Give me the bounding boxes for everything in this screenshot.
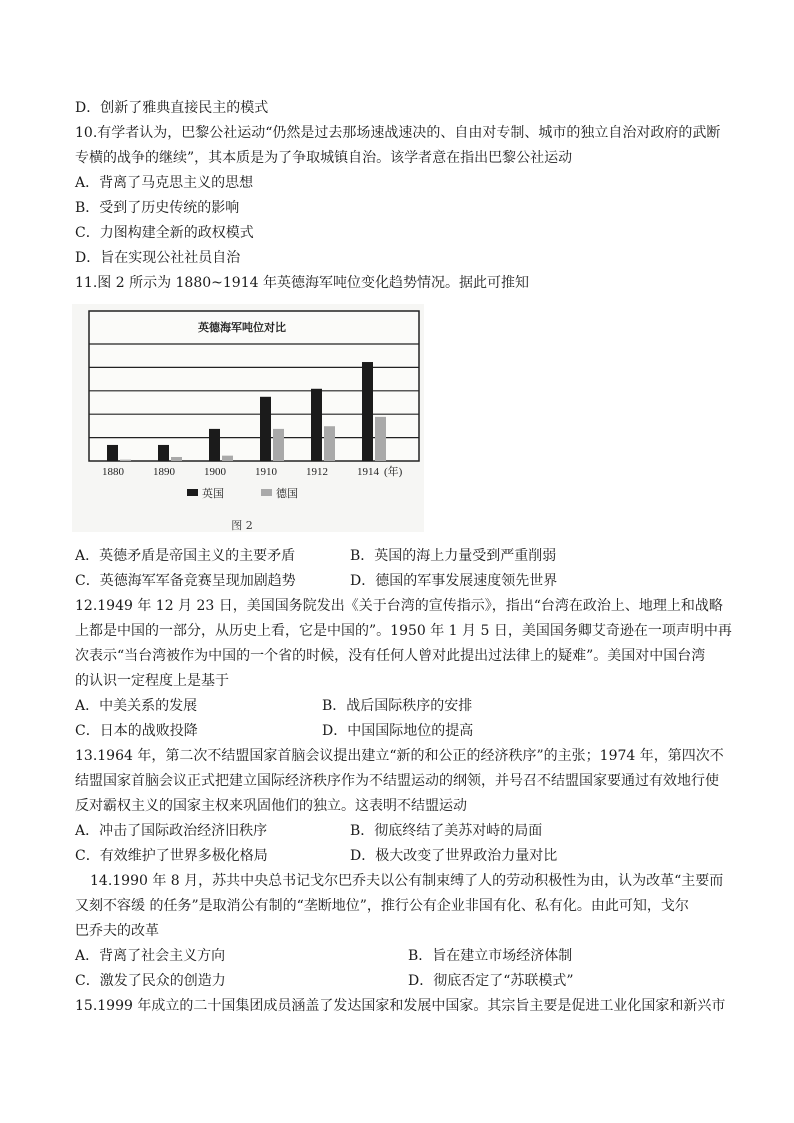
figure-caption: 图 2: [231, 519, 253, 532]
q12-stem-line1: 12.1949 年 12 月 23 日，美国国务院发出《关于台湾的宣传指示》，指出“台湾在政治上、地理上和战略: [75, 598, 723, 614]
bar-chart: [72, 304, 424, 532]
bar-uk-1910: [260, 397, 271, 461]
x-tick-1910: 1910: [255, 466, 277, 478]
bar-uk-1912: [311, 389, 322, 461]
bar-uk-1890: [158, 445, 169, 461]
q11-option-d: D．德国的军事发展速度领先世界: [350, 573, 558, 589]
q15-stem-line1: 15.1999 年成立的二十国集团成员涵盖了发达国家和发展中国家。其宗旨主要是促进工业化国家和新兴市: [75, 998, 726, 1014]
x-tick-1912: 1912: [306, 466, 328, 478]
legend: [187, 486, 298, 500]
q10-option-a: A．背离了马克思主义的思想: [75, 175, 254, 191]
q12-stem-line2: 上都是中国的一部分，从历史上看，它是中国的”。1950 年 1 月 5 日，美国国务卿艾奇逊在一项声明中再: [75, 623, 732, 639]
x-tick-1914: 1914: [357, 466, 379, 478]
bar-uk-1880: [107, 445, 118, 461]
q9-option-d: D．创新了雅典直接民主的模式: [75, 100, 269, 116]
q14-option-c: C．激发了民众的创造力: [75, 973, 226, 989]
q14-option-b: B．旨在建立市场经济体制: [408, 948, 573, 964]
q14-stem-line3: 巴乔夫的改革: [75, 923, 159, 939]
q12-option-d: D．中国国际地位的提高: [322, 723, 474, 739]
x-tick-labels: [102, 466, 380, 478]
x-tick-1890: 1890: [153, 466, 175, 478]
q12-stem-line4: 的认识一定程度上是基于: [75, 673, 229, 689]
q13-stem-line1: 13.1964 年，第二次不结盟国家首脑会议提出建立“新的和公正的经济秩序”的主张；1974 年，第四次不: [75, 748, 724, 764]
bar-uk-1900: [209, 429, 220, 461]
q13-option-b: B．彻底终结了美苏对峙的局面: [350, 823, 543, 839]
q12-option-c: C．日本的战败投降: [75, 723, 198, 739]
q11-option-a: A．英德矛盾是帝国主义的主要矛盾: [75, 548, 296, 564]
q11-stem: 11.图 2 所示为 1880~1914 年英德海军吨位变化趋势情况。据此可推知: [75, 275, 529, 291]
q13-stem-line3: 反对霸权主义的国家主权来巩固他们的独立。这表明不结盟运动: [75, 798, 467, 814]
q13-option-c: C．有效维护了世界多极化格局: [75, 848, 268, 864]
q10-stem-line2: 专横的战争的继续”，其本质是为了争取城镇自治。该学者意在指出巴黎公社运动: [75, 150, 573, 166]
q13-option-a: A．冲击了国际政治经济旧秩序: [75, 823, 268, 839]
bar-de-1910: [273, 429, 284, 461]
figure-2-chart: [72, 304, 424, 532]
legend-swatch-de: [261, 489, 272, 496]
q13-option-d: D．极大改变了世界政治力量对比: [350, 848, 558, 864]
q12-option-b: B．战后国际秩序的安排: [322, 698, 473, 714]
legend-swatch-uk: [187, 489, 198, 496]
q14-stem-line2: 又刻不容缓 的任务”是取消公有制的“垄断地位”，推行公有企业非国有化、私有化。由此可知，戈尔: [75, 898, 689, 914]
q14-option-a: A．背离了社会主义方向: [75, 948, 226, 964]
x-tick-1880: 1880: [102, 466, 124, 478]
q12-stem-line3: 次表示“当台湾被作为中国的一个省的时候，没有任何人曾对此提出过法律上的疑难”。美国对中国台湾: [75, 648, 706, 664]
legend-label-uk: 英国: [202, 487, 224, 500]
q11-option-b: B．英国的海上力量受到严重削弱: [350, 548, 557, 564]
bar-uk-1914: [362, 362, 373, 461]
q10-stem-line1: 10.有学者认为，巴黎公社运动“仍然是过去那场速战速决的、自由对专制、城市的独立自治对政府的武断: [75, 125, 721, 141]
x-axis-unit: (年): [384, 466, 403, 478]
q11-option-c: C．英德海军军备竞赛呈现加剧趋势: [75, 573, 296, 589]
bar-de-1914: [375, 417, 386, 461]
bar-de-1912: [324, 426, 335, 461]
q10-option-d: D．旨在实现公社社员自治: [75, 250, 241, 266]
bar-de-1900: [222, 456, 233, 461]
q10-option-c: C．力图构建全新的政权模式: [75, 225, 254, 241]
bar-de-1890: [171, 457, 182, 461]
chart-title: 英德海军吨位对比: [198, 321, 286, 334]
legend-label-de: 德国: [276, 487, 298, 500]
q10-option-b: B．受到了历史传统的影响: [75, 200, 240, 216]
x-tick-1900: 1900: [204, 466, 226, 478]
bar-de-1880: [120, 460, 131, 461]
q13-stem-line2: 结盟国家首脑会议正式把建立国际经济秩序作为不结盟运动的纲领，并号召不结盟国家要通过有效地行使: [75, 773, 719, 789]
q14-option-d: D．彻底否定了“苏联模式”: [408, 973, 574, 989]
q12-option-a: A．中美关系的发展: [75, 698, 198, 714]
q14-stem-line1: 14.1990 年 8 月，苏共中央总书记戈尔巴乔夫以公有制束缚了人的劳动积极性为由，认为改革“主要而: [90, 873, 724, 889]
